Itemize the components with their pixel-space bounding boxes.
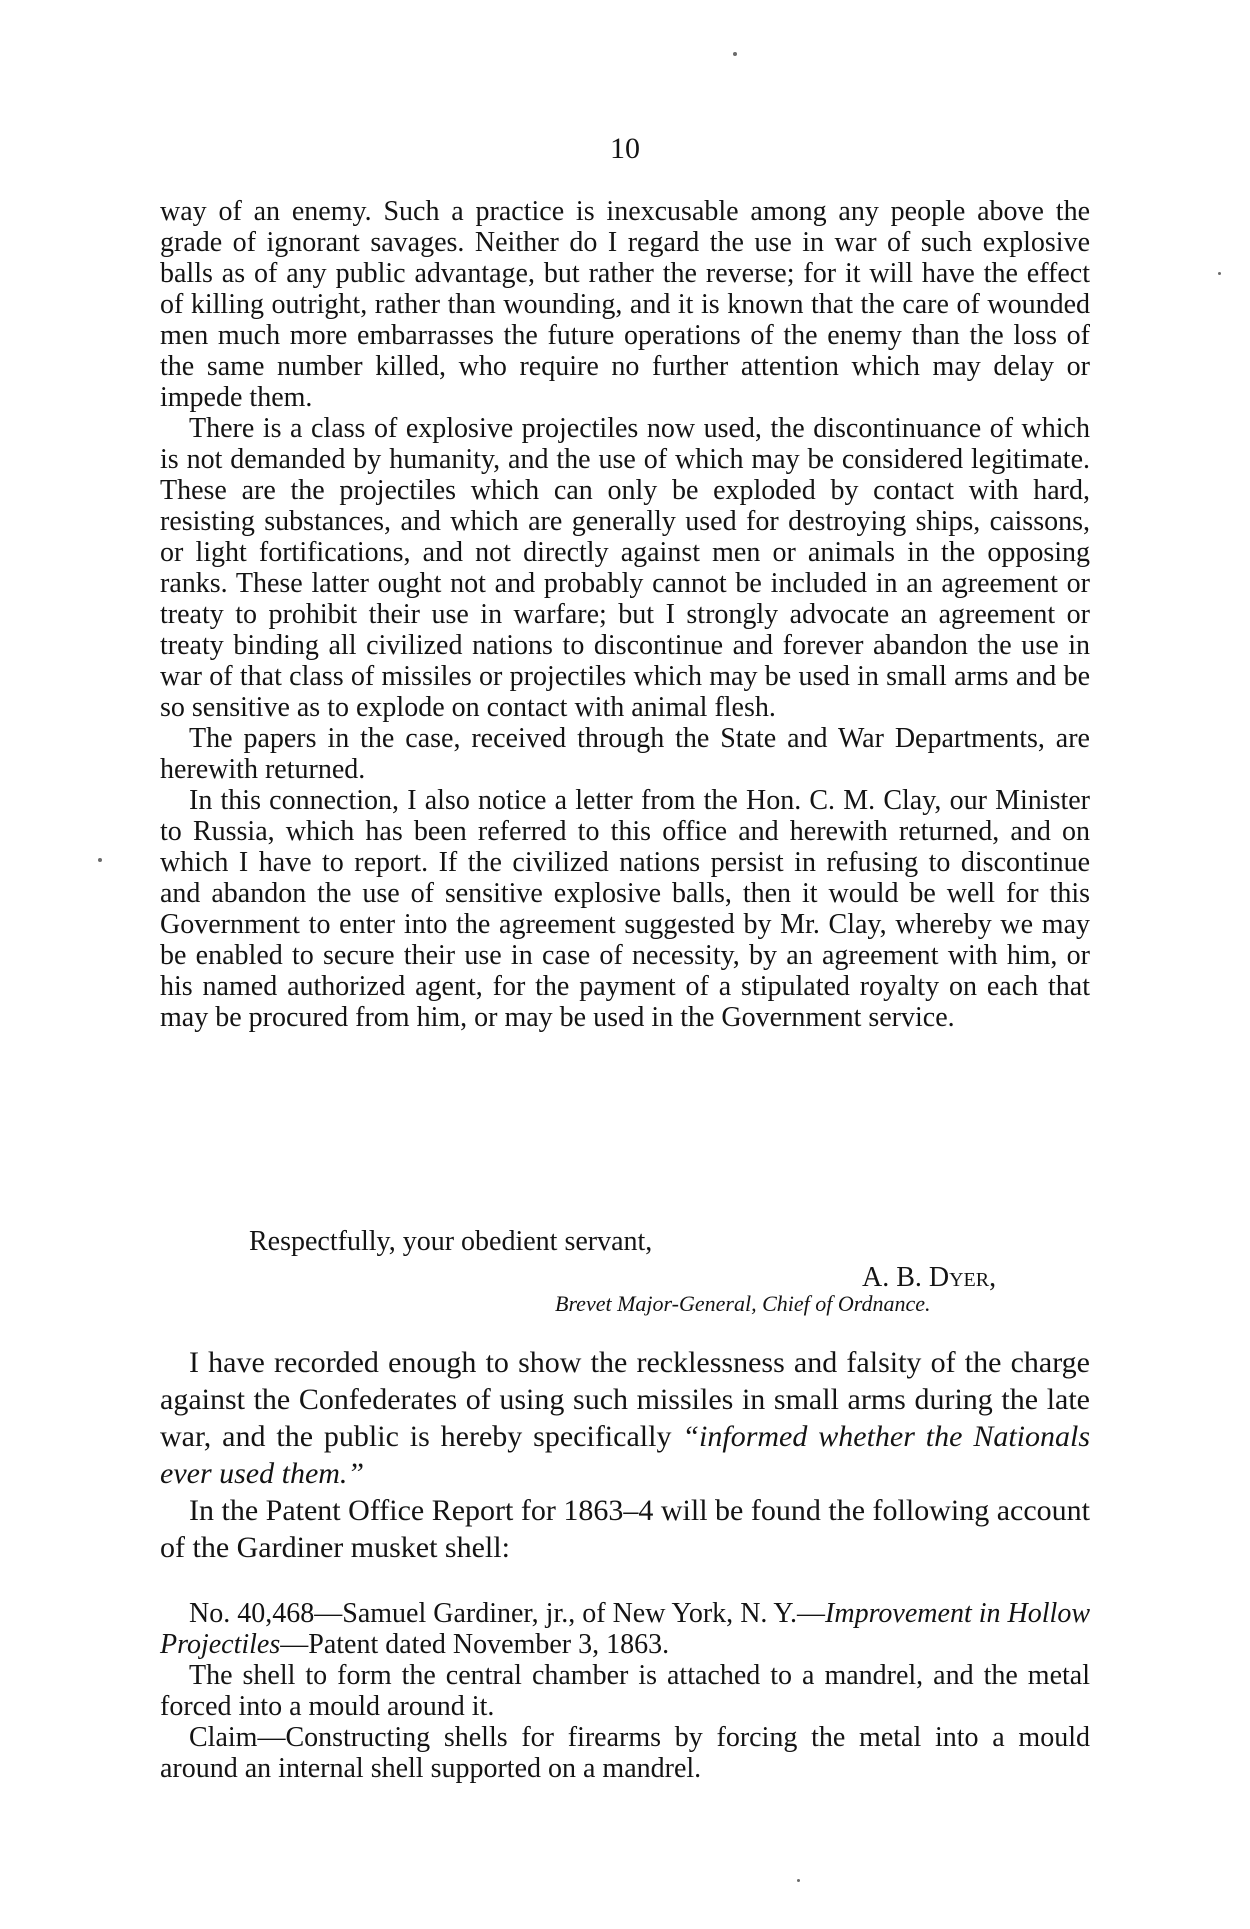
letter-paragraph-3: The papers in the case, received through the State and War Departments, are herewith returned. [160,723,1090,785]
print-speck [98,858,102,862]
patent-extract [160,1598,1090,1784]
patent-entry-start: No. 40,468—Samuel Gardiner, jr., of New York, N. Y.— [189,1598,826,1629]
page-number: 10 [610,132,640,165]
patent-claim: Claim—Constructing shells for firearms by forcing the metal into a mould around an internal shell supported on a mandrel. [160,1722,1090,1784]
commentary-text: I have recorded enough to show the recklessness and falsity of the charge against the Confederates of using such missiles in small arms during the late war, and the public is hereby specifically [160,1346,1090,1453]
letter-paragraph-2: There is a class of explosive projectiles now used, the discontinuance of which is not demanded by humanity, and the use of which may be considered legitimate. These are the projectiles which can only be exploded by contact with hard, resisting substances, and which are generally used for destroying ships, caissons, or light fortifications, and not directly against men or animals in the opposing ranks. These latter ought not and probably cannot be included in an agreement or treaty to prohibit their use in warfare; but I strongly advocate an agreement or treaty binding all civilized nations to discontinue and forever abandon the use in war of that class of missiles or projectiles which may be used in small arms and be so sensitive as to explode on contact with animal flesh. [160,413,1090,723]
letter-body [160,196,1090,1033]
commentary-paragraph-2: In the Patent Office Report for 1863–4 will be found the following account of the Gardiner musket shell: [160,1494,1090,1564]
author-commentary [160,1344,1090,1566]
letter-closing: Respectfully, your obedient servant, [249,1226,653,1257]
patent-entry-end: —Patent dated November 3, 1863. [280,1629,670,1660]
patent-entry-title: Improvement in Hollow Projectiles [160,1598,1090,1660]
print-speck [797,1879,800,1882]
print-speck [733,52,737,56]
print-speck [1218,272,1221,275]
commentary-quote: “informed whether the Nationals ever used them.” [160,1420,1091,1490]
signature-name: A. B. Dyer, [862,1262,997,1293]
letter-paragraph-1: way of an enemy. Such a practice is inexcusable among any people above the grade of ignorant savages. Neither do I regard the use in war of such explosive balls as of any public advantage, but rather the reverse; for it will have the effect of killing outright, rather than wounding, and it is known that the care of wounded men much more embarrasses the future operations of the enemy than the loss of the same number killed, who require no further attention which may delay or impede them. [160,196,1090,413]
patent-entry [160,1598,1090,1660]
commentary-paragraph-1 [160,1344,1090,1492]
patent-description: The shell to form the central chamber is attached to a mandrel, and the metal forced into a mould around it. [160,1660,1090,1722]
letter-paragraph-4: In this connection, I also notice a letter from the Hon. C. M. Clay, our Minister to Russia, which has been referred to this office and herewith returned, and on which I have to report. If the civilized nations persist in refusing to discontinue and abandon the use of sensitive explosive balls, then it would be well for this Government to enter into the agreement suggested by Mr. Clay, whereby we may be enabled to secure their use in case of necessity, by an agreement with him, or his named authorized agent, for the payment of a stipulated royalty on each that may be procured from him, or may be used in the Government service. [160,785,1090,1033]
signature-title: Brevet Major-General, Chief of Ordnance. [555,1291,931,1316]
